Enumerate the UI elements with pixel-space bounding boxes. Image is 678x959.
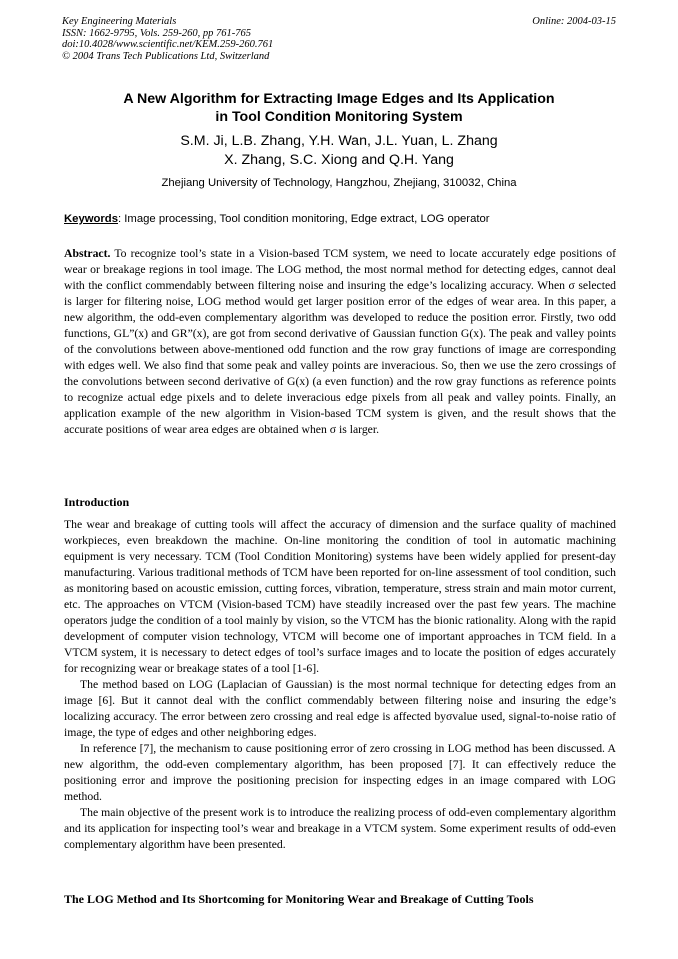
authors-line-2: X. Zhang, S.C. Xiong and Q.H. Yang	[224, 152, 454, 168]
abstract-label: Abstract.	[64, 247, 111, 260]
intro-paragraph: The method based on LOG (Laplacian of Gaussian) is the most normal technique for detecting edges from an image [6]. But it cannot deal with the conflict commendably between filtering noise and insuring the edge’s localizing accuracy. The error between zero crossing and real edge is affected byσvalue used, signal-to-noise ratio of image, the type of edges and other neighboring edges.	[64, 678, 616, 739]
keywords	[64, 212, 616, 226]
affiliation: Zhejiang University of Technology, Hangzhou, Zhejiang, 310032, China	[161, 177, 517, 189]
introduction-body	[64, 517, 616, 853]
keywords-label: Keywords	[64, 213, 118, 225]
authors-line-1: S.M. Ji, L.B. Zhang, Y.H. Wan, J.L. Yuan, L. Zhang	[180, 133, 498, 149]
doi-line: doi:10.4028/www.scientific.net/KEM.259-260.761	[62, 39, 274, 51]
journal-header	[62, 16, 616, 62]
paper-title	[62, 90, 616, 126]
title-line-1: A New Algorithm for Extracting Image Edges and Its Application	[123, 91, 555, 107]
title-line-2: in Tool Condition Monitoring System	[215, 109, 463, 125]
section-heading-log-method: The LOG Method and Its Shortcoming for Monitoring Wear and Breakage of Cutting Tools	[64, 892, 534, 906]
intro-paragraph: In reference [7], the mechanism to cause positioning error of zero crossing in LOG method has been discussed. A new algorithm, the odd-even complementary algorithm, has been proposed [7]. It can effectively reduce the positioning error and improve the positioning precision for inspecting edges in an image compared with LOG method.	[64, 742, 616, 803]
keywords-text: : Image processing, Tool condition monitoring, Edge extract, LOG operator	[118, 213, 490, 225]
introduction-heading: Introduction	[64, 495, 130, 509]
journal-name: Key Engineering Materials	[62, 16, 177, 27]
copyright-line: © 2004 Trans Tech Publications Ltd, Switzerland	[62, 50, 270, 62]
online-date: Online: 2004-03-15	[532, 16, 616, 27]
intro-paragraph: The main objective of the present work is to introduce the realizing process of odd-even complementary algorithm and its application for inspecting tool’s wear and breakage in a VTCM system. Some experiment results of odd-even complementary algorithm have been presented.	[64, 806, 616, 851]
issn-line: ISSN: 1662-9795, Vols. 259-260, pp 761-765	[62, 27, 251, 39]
intro-paragraph: The wear and breakage of cutting tools will affect the accuracy of dimension and the surface quality of machined workpieces, even breakdown the machine. On-line monitoring the condition of tool in automatic machining equipment is very necessary. TCM (Tool Condition Monitoring) systems have been widely applied for present-day manufacturing. Various traditional methods of TCM have been reported for on-line assessment of tool condition, such as monitoring based on acoustic emission, cutting forces, vibration, temperature, stress strain and main motor current, etc. The approaches on VTCM (Vision-based TCM) have steadily increased over the past few years. The machine operators judge the condition of a tool mainly by vision, so the VTCM has the bionic rationality. Along with the rapid development of computer vision technology, VTCM will become one of important approaches in TCM field. In a VTCM system, it is necessary to detect edges of tool’s surface images and to locate the position of edges accurately for recognizing wear or breakage states of a tool [1-6].	[64, 518, 616, 675]
abstract-text: To recognize tool’s state in a Vision-based TCM system, we need to locate accurately edge positions of wear or breakage regions in tool image. The LOG method, the most normal method for detecting edges, cannot deal with the conflict commendably between filtering noise and insuring the edge’s localizing accuracy. When σ selected is larger for filtering noise, LOG method would get larger position error of the edges of wear area. In this paper, a new algorithm, the odd-even complementary algorithm was developed to reduce the position error. Firstly, two odd functions, GL”(x) and GR”(x), are got from second derivative of Gaussian function G(x). The peak and valley points of the convolutions between above-mentioned odd function and the row gray functions of image are corresponding with edges well. We also find that some peak and valley points are inveracious. So, then we use the zero crossings of the convolutions between second derivative of G(x) (a even function) and the row gray functions as reference points to recognize actual edge pixels and to delete inveracious edge pixels from all peak and valley points. Finally, an application example of the new algorithm in Vision-based TCM system is given, and the result shows that the accurate positions of wear area edges are obtained when σ is larger.	[64, 247, 616, 436]
abstract	[64, 246, 616, 438]
author-list	[62, 132, 616, 170]
